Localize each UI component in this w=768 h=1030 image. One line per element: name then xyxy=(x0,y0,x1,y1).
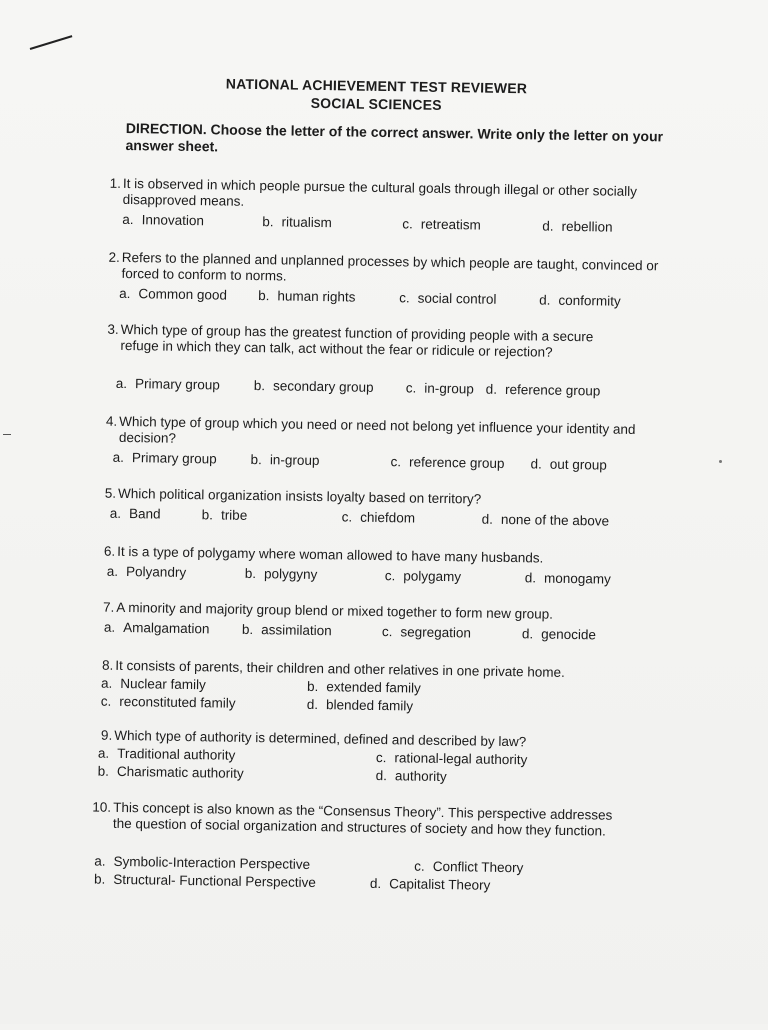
question-text: Which type of group which you need or need not belong yet influence your identity and decision? xyxy=(118,413,636,446)
option-c[interactable] xyxy=(406,380,474,396)
question-1 xyxy=(5,174,768,209)
option-b[interactable] xyxy=(245,566,318,582)
option-letter: a. xyxy=(94,853,106,869)
option-letter: c. xyxy=(390,454,402,470)
option-text: human rights xyxy=(277,288,356,305)
question-2 xyxy=(4,248,768,284)
option-text: chiefdom xyxy=(360,509,416,526)
question-text: Which type of group has the greatest function of providing people with a secure refuge in which they can talk, act without the fear or ridicule or rejection? xyxy=(120,321,594,360)
question-7 xyxy=(0,598,766,622)
option-letter: a. xyxy=(115,375,128,392)
option-letter: b. xyxy=(93,871,106,887)
question-text: This concept is also known as the “Consensus Theory”. This perspective addresses the question of social organization and structures of society and how they function. xyxy=(112,799,613,839)
option-c[interactable] xyxy=(101,694,236,711)
option-text: conformity xyxy=(558,292,621,309)
option-text: rebellion xyxy=(561,218,613,235)
question-number: 7. xyxy=(102,599,115,615)
question-text: Which political organization insists loyalty based on territory? xyxy=(117,485,482,507)
option-b[interactable] xyxy=(258,288,356,305)
option-letter: d. xyxy=(521,626,534,642)
option-letter: d. xyxy=(539,292,551,308)
option-letter: b. xyxy=(244,565,257,582)
option-b[interactable] xyxy=(202,507,248,523)
option-letter: c. xyxy=(399,290,410,306)
question-text: It is observed in which people pursue the cultural goals through illegal or other socially disapproved means. xyxy=(122,175,638,209)
option-letter: c. xyxy=(341,509,353,525)
option-d[interactable] xyxy=(522,626,596,642)
option-b[interactable] xyxy=(262,214,332,230)
question-text: Refers to the planned and unplanned processes by which people are taught, convinced or forced to conform to norms. xyxy=(121,249,659,284)
question-number: 5. xyxy=(104,485,117,501)
option-text: authority xyxy=(394,768,447,785)
option-c[interactable] xyxy=(390,454,504,471)
option-text: rational-legal authority xyxy=(394,750,528,768)
option-text: out group xyxy=(549,456,608,473)
question-number: 10. xyxy=(92,799,112,815)
option-text: Charismatic authority xyxy=(116,763,244,781)
question-6 xyxy=(0,542,767,566)
option-letter: b. xyxy=(201,507,214,523)
option-letter: a. xyxy=(100,675,113,691)
option-text: in-group xyxy=(424,380,474,397)
option-text: in-group xyxy=(269,452,320,469)
option-letter: c. xyxy=(375,749,387,766)
option-letter: a. xyxy=(106,563,119,579)
question-number: 9. xyxy=(100,727,113,743)
question-9 xyxy=(0,726,764,750)
option-text: social control xyxy=(417,290,497,307)
option-b[interactable] xyxy=(242,622,332,638)
option-a[interactable] xyxy=(113,450,217,467)
option-letter: d. xyxy=(530,456,542,472)
option-letter: d. xyxy=(524,570,537,586)
option-text: genocide xyxy=(541,626,597,643)
option-a[interactable] xyxy=(110,506,161,522)
option-text: reference group xyxy=(504,381,601,399)
option-text: assimilation xyxy=(261,622,332,639)
option-letter: a. xyxy=(103,619,116,635)
option-letter: a. xyxy=(97,745,110,761)
option-b[interactable] xyxy=(254,378,374,395)
option-letter: d. xyxy=(369,875,382,892)
option-a[interactable] xyxy=(94,854,310,872)
option-d[interactable] xyxy=(525,570,611,586)
option-letter: d. xyxy=(485,381,498,397)
option-text: polygamy xyxy=(403,568,462,585)
option-text: Band xyxy=(128,506,161,522)
option-d[interactable] xyxy=(542,219,613,235)
option-letter: c. xyxy=(405,380,417,396)
option-text: Innovation xyxy=(141,212,205,229)
option-c[interactable] xyxy=(376,750,528,767)
option-c[interactable] xyxy=(414,859,523,876)
option-letter: d. xyxy=(481,511,494,527)
question-text: Which type of authority is determined, defined and described by law? xyxy=(114,727,527,750)
option-a[interactable] xyxy=(101,676,206,693)
option-letter: c. xyxy=(402,216,413,232)
option-letter: d. xyxy=(375,767,388,784)
option-a[interactable] xyxy=(98,746,236,763)
option-d[interactable] xyxy=(539,292,621,308)
option-text: segregation xyxy=(400,624,472,641)
question-8 xyxy=(0,656,765,680)
page-title: NATIONAL ACHIEVEMENT TEST REVIEWER xyxy=(225,75,528,97)
option-text: Nuclear family xyxy=(120,675,206,693)
option-c[interactable] xyxy=(402,216,481,232)
option-a[interactable] xyxy=(107,564,187,580)
option-letter: a. xyxy=(109,505,122,521)
option-text: extended family xyxy=(326,679,421,696)
option-c[interactable] xyxy=(385,568,462,584)
option-b[interactable] xyxy=(251,452,320,468)
question-number: 8. xyxy=(101,657,114,673)
question-text: It is a type of polygamy where woman allowed to have many husbands. xyxy=(117,543,544,566)
question-number: 2. xyxy=(108,249,120,265)
option-text: Amalgamation xyxy=(123,619,210,637)
option-letter: b. xyxy=(241,621,254,638)
question-10 xyxy=(0,798,763,839)
option-d[interactable] xyxy=(482,512,610,529)
option-text: Polyandry xyxy=(125,564,187,580)
option-b[interactable] xyxy=(307,679,421,696)
option-letter: b. xyxy=(306,678,319,695)
question-3 xyxy=(3,320,768,360)
option-text: reconstituted family xyxy=(119,693,236,711)
option-letter: c. xyxy=(414,858,425,874)
option-letter: a. xyxy=(112,449,125,465)
direction-text: DIRECTION. Choose the letter of the correct answer. Write only the letter on your answer sheet. xyxy=(125,119,664,155)
option-text: Primary group xyxy=(134,376,220,393)
option-letter: b. xyxy=(262,214,274,230)
option-letter: b. xyxy=(258,288,270,304)
option-b[interactable] xyxy=(94,872,316,890)
option-b[interactable] xyxy=(98,764,244,781)
question-number: 3. xyxy=(107,321,119,337)
option-text: ritualism xyxy=(281,214,332,231)
question-text: A minority and majority group blend or mixed together to form new group. xyxy=(116,599,554,622)
option-letter: c. xyxy=(384,568,396,584)
page-subtitle: SOCIAL SCIENCES xyxy=(310,94,442,113)
question-number: 1. xyxy=(109,175,122,191)
option-text: Capitalist Theory xyxy=(389,876,491,893)
option-letter: a. xyxy=(122,211,134,228)
option-letter: a. xyxy=(119,285,131,302)
option-text: monogamy xyxy=(543,570,611,587)
option-d[interactable] xyxy=(486,382,601,399)
question-number: 4. xyxy=(105,413,118,429)
option-c[interactable] xyxy=(399,290,497,307)
option-text: Structural- Functional Perspective xyxy=(113,871,316,891)
option-a[interactable] xyxy=(122,212,204,228)
option-d[interactable] xyxy=(530,456,607,472)
option-c[interactable] xyxy=(382,624,471,640)
option-letter: b. xyxy=(97,763,110,779)
option-d[interactable] xyxy=(376,768,447,784)
question-number: 6. xyxy=(103,543,116,559)
option-letter: d. xyxy=(306,696,319,713)
option-letter: c. xyxy=(381,624,393,640)
option-letter: d. xyxy=(542,218,554,234)
option-text: tribe xyxy=(220,507,248,523)
question-text: It consists of parents, their children and other relatives in one private home. xyxy=(115,657,565,680)
option-a[interactable] xyxy=(119,286,227,303)
option-text: retreatism xyxy=(420,216,481,233)
option-letter: c. xyxy=(100,693,112,709)
option-text: Conflict Theory xyxy=(432,858,524,876)
option-letter: b. xyxy=(250,451,263,468)
option-a[interactable] xyxy=(116,376,220,393)
option-text: polygyny xyxy=(263,566,318,583)
option-d[interactable] xyxy=(307,697,414,714)
option-d[interactable] xyxy=(370,876,491,893)
option-text: Traditional authority xyxy=(117,745,236,763)
option-text: secondary group xyxy=(272,378,374,395)
option-text: Common good xyxy=(138,286,228,303)
option-text: blended family xyxy=(325,697,414,714)
option-text: Symbolic-Interaction Perspective xyxy=(113,853,311,872)
option-text: none of the above xyxy=(500,511,610,529)
option-c[interactable] xyxy=(342,509,416,525)
question-4 xyxy=(1,412,768,446)
option-letter: b. xyxy=(253,378,266,394)
option-a[interactable] xyxy=(104,620,210,637)
option-text: Primary group xyxy=(131,450,217,467)
option-text: reference group xyxy=(408,454,505,471)
question-5 xyxy=(0,484,768,507)
